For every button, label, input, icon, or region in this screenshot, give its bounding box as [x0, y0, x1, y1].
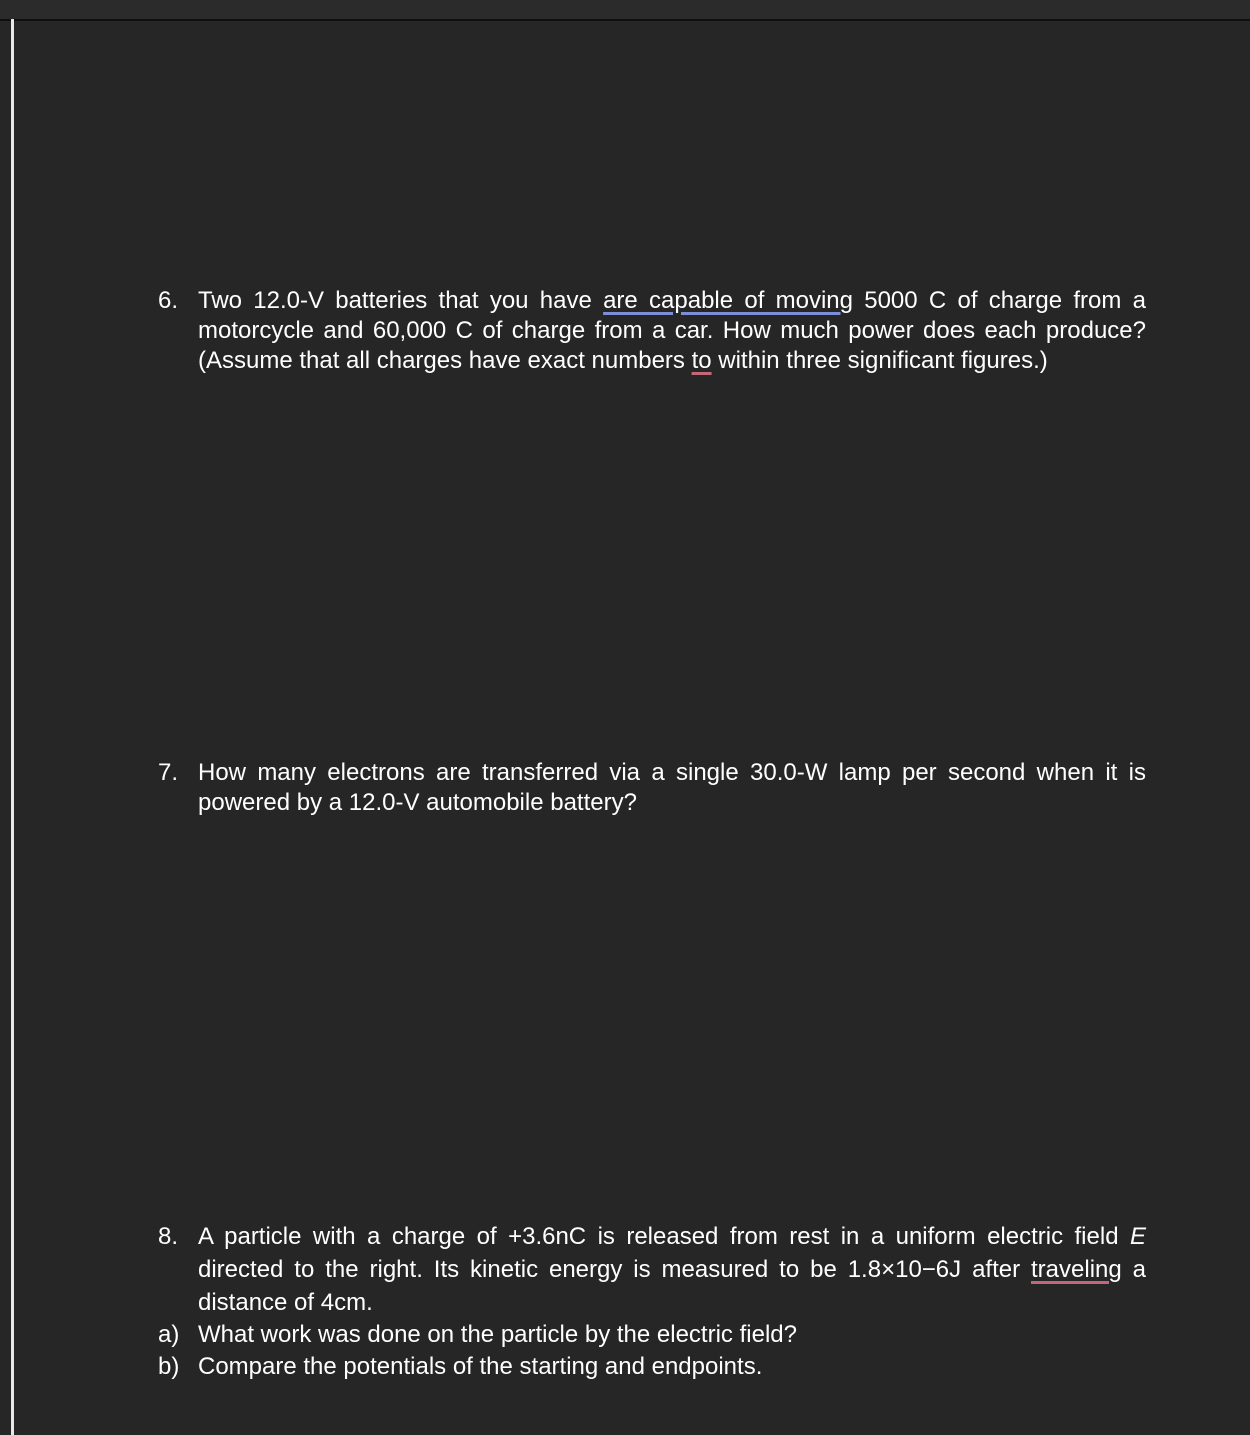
part-b-text[interactable]: Compare the potentials of the starting and endpoints.: [198, 1353, 763, 1380]
question-7-text[interactable]: How many electrons are transferred via a single 30.0-W lamp per second when it is powered by a 12.0-V automobile battery?: [198, 759, 1146, 816]
question-7-row: [158, 758, 1146, 818]
question-6: [158, 286, 1146, 376]
question-8: [158, 1220, 1146, 1383]
spelling-suggestion-underline[interactable]: traveling: [1031, 1256, 1122, 1283]
question-6-row: [158, 286, 1146, 376]
question-8-part-b: [158, 1351, 1146, 1383]
top-strip: [0, 0, 1250, 21]
question-8-text-part-a: A particle with a charge of +3.6nC is released from rest in a uniform electric field: [198, 1223, 1130, 1250]
question-8-part-a: [158, 1319, 1146, 1351]
question-7: [158, 758, 1146, 818]
question-6-text-part-a: Two 12.0-V batteries that you have: [198, 287, 604, 314]
question-8-number: 8.: [158, 1223, 179, 1250]
part-a-text[interactable]: What work was done on the particle by the electric field?: [198, 1321, 797, 1348]
question-6-text-part-c: within three significant figures.): [711, 347, 1048, 374]
question-8-text[interactable]: [198, 1220, 1146, 1319]
question-8-text-part-c: a distance of 4cm.: [198, 1256, 1146, 1316]
question-7-number: 7.: [158, 759, 179, 786]
question-6-text-part-b: 5000 C of charge from a motorcycle and 60,000 C of charge from a car. How much power does each produce? (Assume that all charges have exact numbers: [198, 287, 1146, 374]
part-a-label: a): [158, 1321, 180, 1348]
field-symbol-e: E: [1129, 1223, 1146, 1250]
question-8-row: [158, 1220, 1146, 1319]
spelling-suggestion-underline[interactable]: to: [691, 347, 712, 374]
question-6-text[interactable]: [198, 286, 1146, 376]
part-b-label: b): [158, 1353, 180, 1380]
grammar-suggestion-underline[interactable]: are capable of moving: [603, 287, 853, 314]
question-6-number: 6.: [158, 287, 179, 314]
question-8-text-part-b: directed to the right. Its kinetic energy is measured to be 1.8×10−6J after: [198, 1256, 1032, 1283]
